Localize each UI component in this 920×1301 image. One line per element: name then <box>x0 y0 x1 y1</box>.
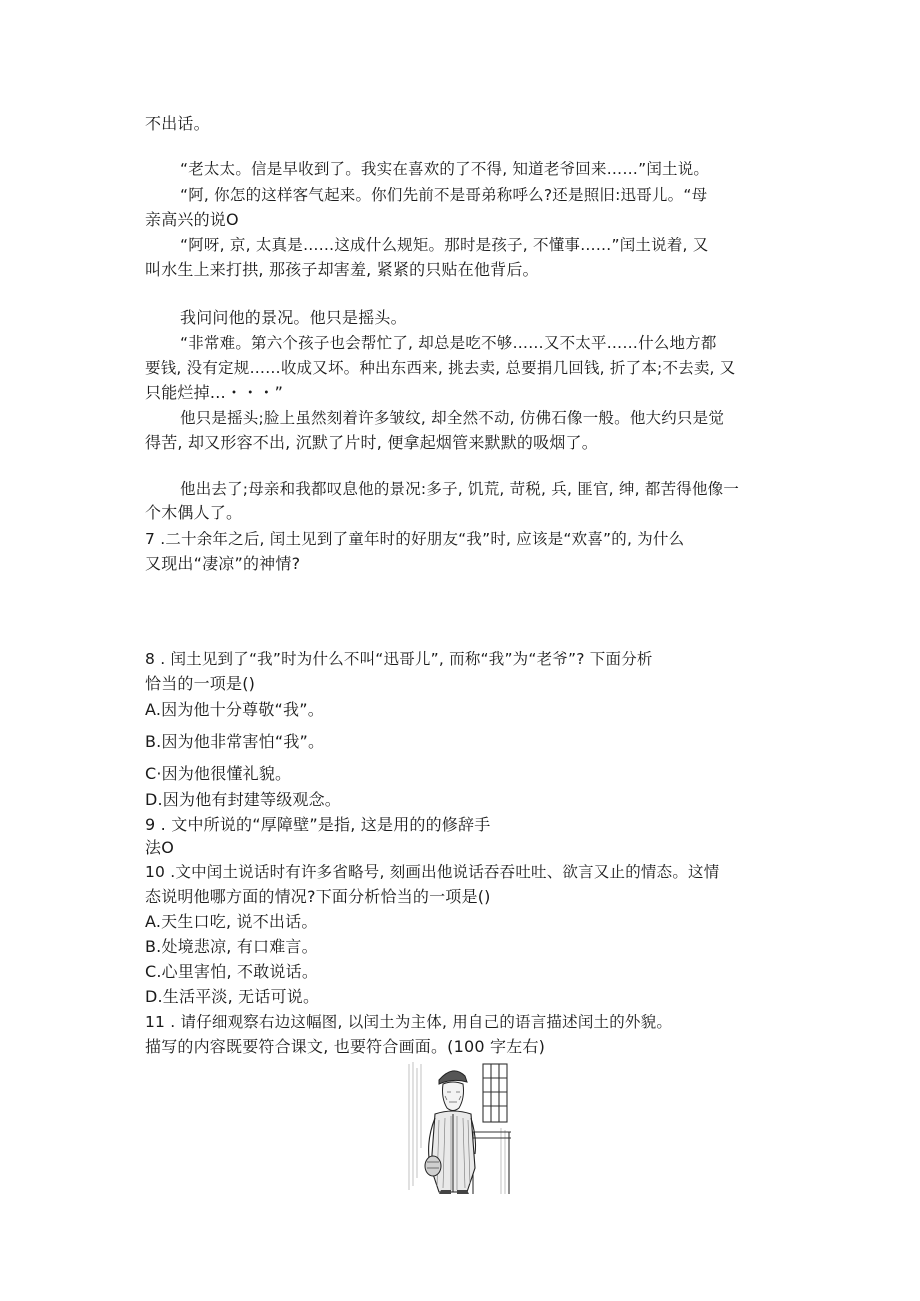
question-9: 9 . 文中所说的“厚障壁”是指, 这是用的的修辞手 <box>145 815 491 834</box>
question-10-option-a: A.天生口吃, 说不出话。 <box>145 912 318 931</box>
passage-line: “阿呀, 京, 太真是……这成什么规矩。那时是孩子, 不懂事……”闰土说着, 又 <box>180 236 709 254</box>
passage-line: 只能烂掉…・・・” <box>145 383 284 402</box>
runtu-illustration <box>405 1058 513 1196</box>
question-11: 11 . 请仔细观察右边这幅图, 以闰土为主体, 用自己的语言描述闰土的外貌。 <box>145 1013 673 1031</box>
question-8: 8 . 闰土见到了“我”时为什么不叫“迅哥儿”, 而称“我”为“老爷”? 下面分析 <box>145 650 653 668</box>
question-8-option-a: A.因为他十分尊敬“我”。 <box>145 700 324 719</box>
passage-line: 得苦, 却又形容不出, 沉默了片时, 便拿起烟管来默默的吸烟了。 <box>145 433 598 452</box>
question-10-option-c: C.心里害怕, 不敢说话。 <box>145 962 319 981</box>
question-10: 10 .文中闰土说话时有许多省略号, 刻画出他说话吞吞吐吐、欲言又止的情态。这情 <box>145 863 720 881</box>
passage-line: “老太太。信是早收到了。我实在喜欢的了不得, 知道老爷回来……”闰土说。 <box>180 160 710 178</box>
passage-line: “非常难。第六个孩子也会帮忙了, 却总是吃不够……又不太平……什么地方都 <box>180 334 717 352</box>
passage-line: “阿, 你怎的这样客气起来。你们先前不是哥弟称呼么?还是照旧:迅哥儿。“母 <box>180 186 708 204</box>
question-8-option-d: D.因为他有封建等级观念。 <box>145 790 342 809</box>
question-8-continued: 恰当的一项是() <box>145 674 256 693</box>
passage-line: 叫水生上来打拱, 那孩子却害羞, 紧紧的只贴在他背后。 <box>145 260 539 279</box>
question-7-continued: 又现出“凄凉”的神情? <box>145 554 301 573</box>
question-8-option-c: C·因为他很懂礼貌。 <box>145 764 292 783</box>
question-8-option-b: B.因为他非常害怕“我”。 <box>145 732 325 751</box>
question-10-option-b: B.处境悲凉, 有口难言。 <box>145 937 318 956</box>
passage-line: 他只是摇头;脸上虽然刻着许多皱纹, 却全然不动, 仿佛石像一般。他大约只是觉 <box>180 409 725 427</box>
question-7: 7 .二十余年之后, 闰土见到了童年时的好朋友“我”时, 应该是“欢喜”的, 为什么 <box>145 530 685 548</box>
passage-line: 我问问他的景况。他只是摇头。 <box>180 308 407 327</box>
question-10-continued: 态说明他哪方面的情况?下面分析恰当的一项是() <box>145 887 491 906</box>
passage-line: 亲高兴的说O <box>145 210 239 229</box>
question-11-continued: 描写的内容既要符合课文, 也要符合画面。(100 字左右) <box>145 1037 546 1056</box>
question-9-continued: 法O <box>145 838 174 857</box>
passage-line: 不出话。 <box>145 114 210 133</box>
passage-line: 他出去了;母亲和我都叹息他的景况:多子, 饥荒, 苛税, 兵, 匪官, 绅, 都苦得他像一 <box>180 480 740 498</box>
question-10-option-d: D.生活平淡, 无话可说。 <box>145 987 320 1006</box>
passage-line: 要钱, 没有定规……收成又坏。种出东西来, 挑去卖, 总要捐几回钱, 折了本;不去卖, 又 <box>145 359 736 377</box>
passage-line: 个木偶人了。 <box>145 503 243 522</box>
